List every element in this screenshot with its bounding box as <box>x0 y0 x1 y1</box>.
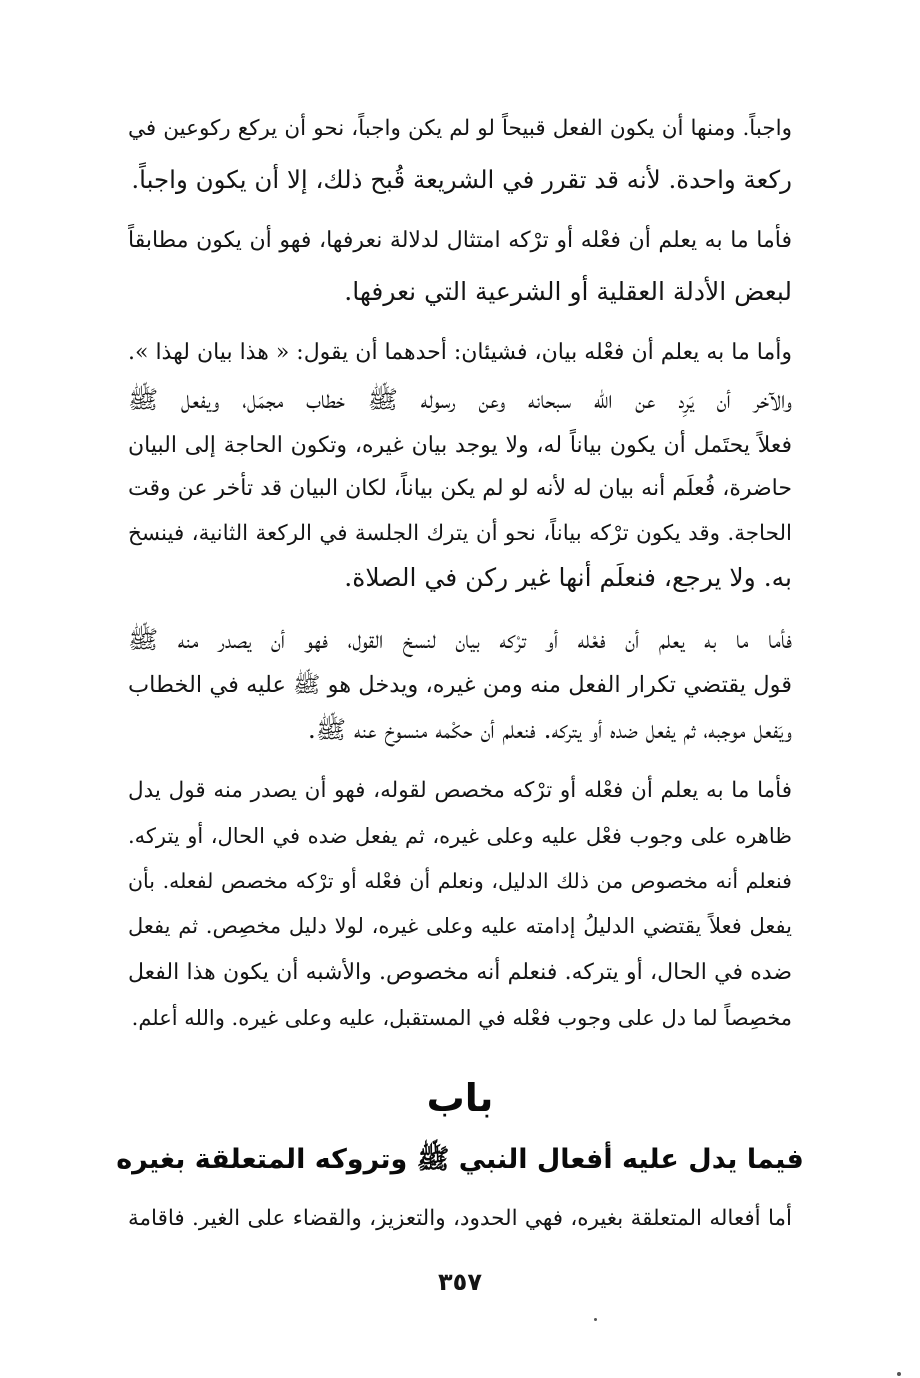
text-line: فأما ما به يعلم أن فعْله أو ترْكه امتثال لدلالة نعرفها، فهو أن يكون مطابقاً <box>128 228 792 253</box>
text-line: ركعة واحدة. لأنه قد تقرر في الشريعة قُبح ذلك، إلا أن يكون واجباً. <box>131 165 792 194</box>
section-subtitle: فيما يدل عليه أفعال النبي ﷺ وتروكه المتعلقة بغيره <box>116 1144 804 1175</box>
text-line: ضده في الحال، أو يتركه. فنعلم أنه مخصوص. والأشبه أن يكون هذا الفعل <box>128 960 792 985</box>
text-line: فعلاً يحتَمل أن يكون بياناً له، ولا يوجد بيان غيره، وتكون الحاجة إلى البيان <box>128 433 792 458</box>
text-line: الحاجة. وقد يكون ترْكه بياناً، نحو أن يترك الجلسة في الركعة الثانية، فينسخ <box>128 521 792 546</box>
text-line: به. ولا يرجع، فنعلَم أنها غير ركن في الصلاة. <box>344 563 792 592</box>
scan-speck <box>594 1318 597 1321</box>
text-line: ظاهره على وجوب فعْل عليه وعلى غيره، ثم يفعل ضده في الحال، أو يتركه. <box>128 824 792 848</box>
page-number: ٣٥٧ <box>438 1268 482 1296</box>
text-line: يفعل فعلاً يقتضي الدليلُ إدامته عليه وعلى غيره، لولا دليل مخصِص. ثم يفعل <box>128 914 792 938</box>
text-line: قول يقتضي تكرار الفعل منه ومن غيره، ويدخل هو ﷺ عليه في الخطاب <box>128 672 792 698</box>
text-line: مخصِصاً لما دل على وجوب فعْله في المستقبل، عليه وعلى غيره. والله أعلم. <box>131 1006 792 1030</box>
text-line: والآخر أن يَرِد عن الله سبحانه وعن رسوله ﷺ خطاب مجمَل، ويفعل ﷺ <box>128 385 792 414</box>
text-line: أما أفعاله المتعلقة بغيره، فهي الحدود، والتعزيز، والقضاء على الغير. فاقامة <box>128 1206 792 1231</box>
text-line: لبعض الأدلة العقلية أو الشرعية التي نعرفها. <box>344 277 792 306</box>
text-line: ويَفعل موجبه، ثم يفعل ضده أو يتركه. فنعلم أن حكْمه منسوخ عنه ﷺ. <box>307 715 792 744</box>
text-line: وأما ما به يعلم أن فعْله بيان، فشيئان: أحدهما أن يقول: « هذا بيان لهذا ». <box>128 340 792 365</box>
text-line: فنعلم أنه مخصوص من ذلك الدليل، ونعلم أن فعْله أو ترْكه مخصص لفعله. بأن <box>128 869 792 893</box>
text-line: حاضرة، فُعلَم أنه بيان له لأنه لو لم يكن بياناً، لكان البيان قد تأخر عن وقت <box>128 476 792 501</box>
text-line: فأما ما به يعلم أن فعْله أو ترْكه مخصص لقوله، فهو أن يصدر منه قول يدل <box>128 778 792 803</box>
scan-speck <box>897 1372 901 1376</box>
text-line: واجباً. ومنها أن يكون الفعل قبيحاً لو لم يكن واجباً، نحو أن يركع ركوعين في <box>128 116 792 141</box>
section-heading: باب <box>426 1076 494 1120</box>
text-line: فأما ما به يعلم أن فعْله أو ترْكه بيان لنسخ القول، فهو أن يصدر منه ﷺ <box>128 625 792 654</box>
